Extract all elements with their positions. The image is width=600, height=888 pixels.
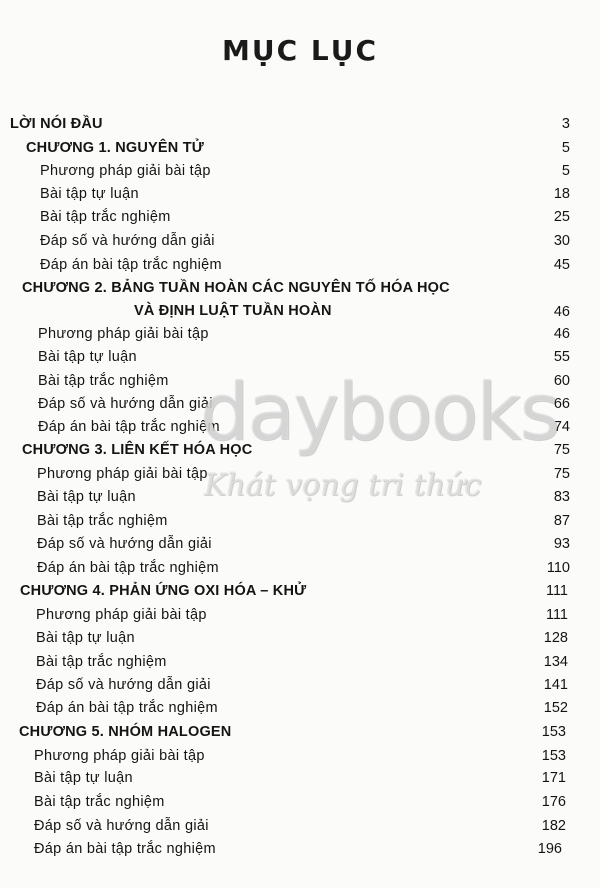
toc-entry-page: 18 — [553, 186, 570, 202]
toc-chapter-label: CHƯƠNG 1. NGUYÊN TỬ — [26, 140, 204, 156]
toc-entry-page: 5 — [561, 163, 570, 179]
toc-entry-page: 5 — [561, 140, 570, 156]
toc-entry-page: 111 — [545, 607, 568, 623]
toc-subentry — [38, 396, 570, 416]
toc-chapter-4 — [20, 583, 568, 603]
toc-entry-page: 66 — [553, 396, 570, 412]
toc-entry-page: 153 — [541, 724, 566, 740]
toc-entry-label: Đáp án bài tập trắc nghiệm — [37, 560, 219, 576]
toc-subentry — [34, 770, 566, 790]
toc-entry-page: 134 — [543, 654, 568, 670]
toc-subentry — [36, 654, 568, 674]
toc-entry-label: Bài tập trắc nghiệm — [36, 654, 167, 670]
toc-entry-label: Đáp số và hướng dẫn giải — [38, 396, 213, 412]
toc-subentry — [40, 233, 570, 253]
toc-entry-label: Bài tập tự luận — [40, 186, 139, 202]
toc-entry-label: LỜI NÓI ĐẦU — [10, 116, 103, 132]
toc-entry-label: Đáp số và hướng dẫn giải — [37, 536, 212, 552]
toc-subentry — [37, 513, 570, 533]
toc-subentry — [36, 630, 568, 650]
toc-subentry — [34, 818, 566, 838]
toc-entry-label: Đáp án bài tập trắc nghiệm — [38, 419, 220, 435]
toc-entry-label: Phương pháp giải bài tập — [36, 607, 207, 623]
toc-entry-page: 93 — [553, 536, 570, 552]
toc-chapter-2 — [22, 280, 570, 326]
toc-entry-label: Đáp án bài tập trắc nghiệm — [40, 257, 222, 273]
toc-entry-page: 171 — [541, 770, 566, 786]
toc-subentry — [34, 841, 562, 861]
toc-entry-page: 110 — [546, 560, 570, 576]
toc-entry-page: 196 — [537, 841, 562, 857]
toc-entry-label: Bài tập tự luận — [34, 770, 133, 786]
toc-entry-label: Bài tập trắc nghiệm — [37, 513, 168, 529]
toc-subentry — [37, 489, 570, 509]
toc-entry-page: 153 — [541, 748, 566, 764]
toc-entry-page: 25 — [553, 209, 570, 225]
toc-entry-label: Đáp số và hướng dẫn giải — [36, 677, 211, 693]
toc-subentry — [37, 466, 570, 486]
toc-entry-label: Bài tập trắc nghiệm — [40, 209, 171, 225]
watermark-brand: daybooks — [200, 368, 559, 458]
toc-entry-page: 111 — [545, 583, 568, 599]
toc-entry-page: 55 — [553, 349, 570, 365]
toc-entry-page: 128 — [543, 630, 568, 646]
toc-subentry — [37, 560, 570, 580]
toc-chapter-label-line2: VÀ ĐỊNH LUẬT TUẦN HOÀN — [134, 303, 332, 319]
toc-entry-label: Đáp án bài tập trắc nghiệm — [36, 700, 218, 716]
toc-entry-page: 30 — [553, 233, 570, 249]
toc-chapter-label: CHƯƠNG 5. NHÓM HALOGEN — [19, 724, 232, 740]
toc-entry-page: 176 — [541, 794, 566, 810]
toc-entry-page: 74 — [553, 419, 570, 435]
toc-entry-preface — [10, 116, 570, 136]
toc-chapter-label: CHƯƠNG 2. BẢNG TUẦN HOÀN CÁC NGUYÊN TỐ HÓA HỌC — [22, 280, 450, 296]
toc-entry-label: Bài tập tự luận — [36, 630, 135, 646]
toc-entry-page: 75 — [553, 442, 570, 458]
toc-subentry — [36, 677, 568, 697]
toc-entry-page: 60 — [553, 373, 570, 389]
toc-chapter-label: CHƯƠNG 4. PHẢN ỨNG OXI HÓA – KHỬ — [20, 583, 307, 599]
toc-subentry — [40, 209, 570, 229]
toc-subentry — [38, 326, 570, 346]
toc-entry-page: 152 — [543, 700, 568, 716]
toc-entry-label: Phương pháp giải bài tập — [37, 466, 208, 482]
toc-chapter-5 — [19, 724, 566, 744]
toc-entry-page: 45 — [553, 257, 570, 273]
toc-entry-page: 75 — [553, 466, 570, 482]
toc-entry-page: 182 — [541, 818, 566, 834]
page-title: MỤC LỤC — [221, 34, 379, 67]
toc-entry-label: Phương pháp giải bài tập — [38, 326, 209, 342]
watermark-tagline: Khát vọng tri thức — [204, 468, 482, 503]
toc-subentry — [38, 349, 570, 369]
toc-chapter-3 — [22, 442, 570, 462]
toc-entry-page: 46 — [553, 304, 570, 320]
toc-entry-label: Phương pháp giải bài tập — [40, 163, 211, 179]
toc-chapter-label: CHƯƠNG 3. LIÊN KẾT HÓA HỌC — [22, 442, 253, 458]
toc-entry-label: Đáp số và hướng dẫn giải — [34, 818, 209, 834]
toc-entry-page: 83 — [553, 489, 570, 505]
toc-subentry — [36, 607, 568, 627]
toc-entry-page: 3 — [561, 116, 570, 132]
toc-subentry — [40, 163, 570, 183]
toc-entry-page: 46 — [553, 326, 570, 342]
toc-subentry — [34, 748, 566, 768]
toc-entry-label: Bài tập tự luận — [38, 349, 137, 365]
toc-entry-label: Đáp số và hướng dẫn giải — [40, 233, 215, 249]
toc-subentry — [38, 373, 570, 393]
toc-subentry — [36, 700, 568, 720]
toc-subentry — [37, 536, 570, 556]
toc-entry-label: Bài tập trắc nghiệm — [38, 373, 169, 389]
toc-subentry — [40, 186, 570, 206]
toc-subentry — [40, 257, 570, 277]
toc-entry-label: Bài tập tự luận — [37, 489, 136, 505]
toc-entry-page: 87 — [553, 513, 570, 529]
toc-entry-label: Đáp án bài tập trắc nghiệm — [34, 841, 216, 857]
toc-chapter-1 — [26, 140, 570, 160]
toc-subentry — [34, 794, 566, 814]
toc-subentry — [38, 419, 570, 439]
toc-entry-label: Phương pháp giải bài tập — [34, 748, 205, 764]
toc-entry-page: 141 — [543, 677, 568, 693]
toc-entry-label: Bài tập trắc nghiệm — [34, 794, 165, 810]
